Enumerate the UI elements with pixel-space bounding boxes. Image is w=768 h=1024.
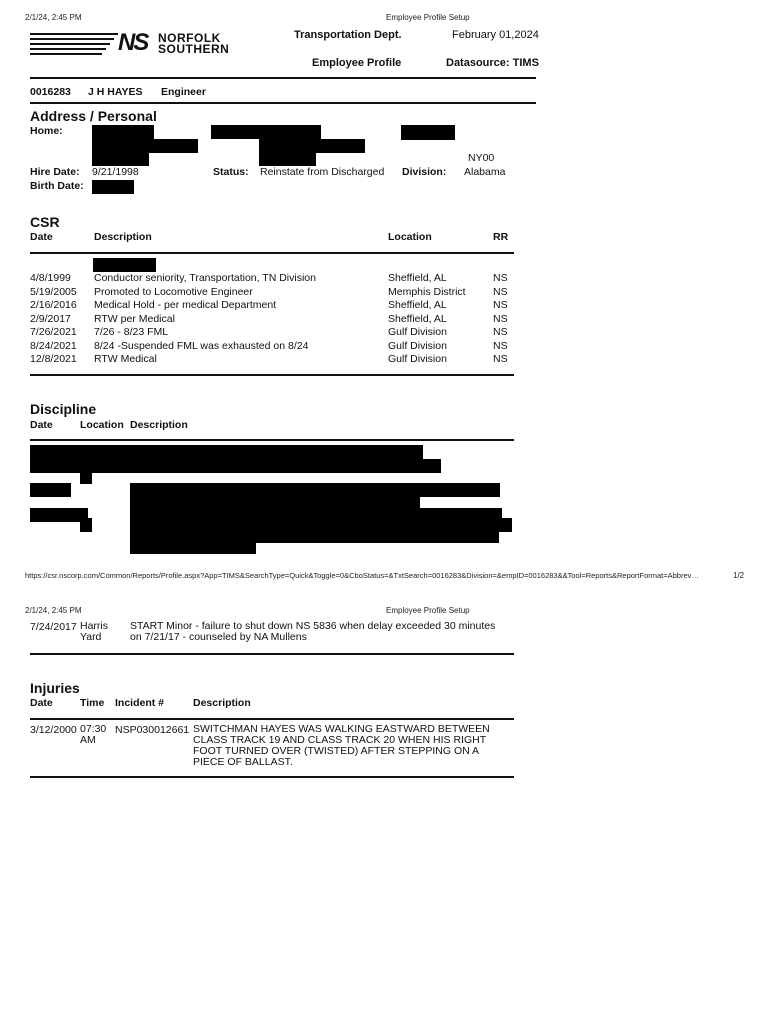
discipline-col-description: Description	[130, 419, 188, 431]
injuries-header-divider	[30, 718, 514, 720]
page2-title: Employee Profile Setup	[386, 606, 470, 615]
division-label: Division:	[402, 166, 447, 178]
injuries-col-date: Date	[30, 697, 53, 709]
redaction	[93, 258, 156, 272]
redaction	[130, 543, 256, 554]
csr-cell-location: Sheffield, AL	[388, 312, 447, 325]
csr-cell-location: Gulf Division	[388, 353, 447, 365]
status-value: Reinstate from Discharged	[260, 166, 385, 178]
redaction	[130, 518, 512, 532]
page2-timestamp: 2/1/24, 2:45 PM	[25, 606, 82, 615]
csr-col-location: Location	[388, 231, 432, 243]
csr-cell-location: Sheffield, AL	[388, 272, 447, 284]
redaction	[130, 532, 499, 543]
csr-cell-description: 8/24 -Suspended FML was exhausted on 8/24	[94, 339, 309, 352]
injuries-col-description: Description	[193, 697, 251, 709]
redaction	[130, 497, 420, 508]
address-heading: Address / Personal	[30, 108, 157, 124]
hire-date-value: 9/21/1998	[92, 166, 139, 178]
csr-cell-location: Sheffield, AL	[388, 299, 447, 311]
injuries-bottom-divider	[30, 776, 514, 778]
discipline-col-date: Date	[30, 419, 53, 431]
redaction	[30, 445, 423, 459]
brand-line2: SOUTHERN	[158, 42, 230, 56]
csr-cell-date: 8/24/2021	[30, 339, 77, 352]
footer-url: https://csr.nscorp.com/Common/Reports/Profile.aspx?App=TIMS&SearchType=Quick&Toggle=0&CboStatus=&TxtSearch=0016283&Division=&empID=0016283&&Tool=Reports&ReportFormat=Abbrev…	[25, 571, 699, 580]
discipline-heading: Discipline	[30, 401, 97, 417]
csr-col-description: Description	[94, 231, 152, 243]
csr-col-date: Date	[30, 231, 53, 243]
csr-cell-rr: NS	[493, 285, 508, 298]
profile-label: Employee Profile	[312, 57, 402, 69]
redaction	[211, 125, 321, 139]
redaction	[92, 139, 198, 153]
csr-cell-date: 7/26/2021	[30, 326, 77, 338]
injury-time: 07:30 AM	[80, 723, 107, 746]
print-title: Employee Profile Setup	[386, 13, 470, 22]
redaction	[92, 180, 134, 194]
brand-line1: NORFOLK	[158, 31, 221, 45]
injury-description: SWITCHMAN HAYES WAS WALKING EASTWARD BETWEEN CLASS TRACK 19 AND CLASS TRACK 20 WHEN HIS RIGHT FOOT TURNED OVER (TWISTED) AFTER STEPPING ON A PIECE OF BALLAST.	[193, 723, 490, 768]
employee-name: J H HAYES	[88, 86, 143, 98]
csr-cell-rr: NS	[493, 353, 508, 365]
csr-cell-description: 7/26 - 8/23 FML	[94, 326, 169, 338]
discipline-date: 7/24/2017	[30, 621, 77, 633]
injury-date: 3/12/2000	[30, 724, 77, 736]
discipline-location: Harris Yard	[80, 620, 108, 643]
csr-cell-rr: NS	[493, 326, 508, 338]
discipline-bottom-divider	[30, 653, 514, 655]
csr-cell-date: 4/8/1999	[30, 272, 71, 284]
state-code: NY00	[468, 152, 495, 164]
redaction	[130, 483, 500, 497]
redaction	[80, 518, 92, 532]
redaction	[92, 153, 149, 166]
csr-cell-description: Promoted to Locomotive Engineer	[94, 285, 253, 298]
csr-cell-location: Gulf Division	[388, 339, 447, 352]
csr-cell-rr: NS	[493, 272, 508, 284]
norfolk-southern-logo	[30, 31, 235, 55]
csr-cell-description: Conductor seniority, Transportation, TN Division	[94, 272, 316, 284]
csr-cell-location: Gulf Division	[388, 326, 447, 338]
csr-header-divider	[30, 252, 514, 254]
csr-cell-description: RTW per Medical	[94, 312, 175, 325]
status-label: Status:	[213, 166, 249, 178]
employee-role: Engineer	[161, 86, 206, 98]
report-date: February 01,2024	[452, 29, 539, 41]
redaction	[30, 459, 441, 473]
csr-cell-description: RTW Medical	[94, 353, 157, 365]
redaction	[401, 125, 455, 140]
datasource-label: Datasource: TIMS	[446, 57, 539, 69]
injuries-col-incident: Incident #	[115, 697, 165, 709]
birth-date-label: Birth Date:	[30, 180, 84, 192]
csr-cell-description: Medical Hold - per medical Department	[94, 299, 277, 311]
redaction	[92, 125, 154, 139]
csr-cell-date: 12/8/2021	[30, 353, 77, 365]
discipline-description: START Minor - failure to shut down NS 5836 when delay exceeded 30 minutes on 7/21/17 - counseled by NA Mullens	[130, 620, 496, 643]
redaction	[30, 483, 71, 497]
redaction	[130, 508, 502, 518]
csr-cell-date: 2/9/2017	[30, 312, 71, 325]
injuries-heading: Injuries	[30, 680, 80, 696]
header-divider	[30, 77, 536, 79]
csr-col-rr: RR	[493, 231, 509, 243]
hire-date-label: Hire Date:	[30, 166, 80, 178]
injury-incident-number: NSP030012661	[115, 724, 190, 736]
employee-id: 0016283	[30, 86, 71, 98]
discipline-header-divider	[30, 439, 514, 441]
redaction	[259, 139, 365, 153]
csr-cell-rr: NS	[493, 312, 508, 325]
csr-cell-location: Memphis District	[388, 285, 466, 298]
dept-label: Transportation Dept.	[294, 29, 402, 41]
ns-mark: NS	[118, 29, 148, 56]
csr-cell-rr: NS	[493, 299, 508, 311]
csr-bottom-divider	[30, 374, 514, 376]
print-timestamp: 2/1/24, 2:45 PM	[25, 13, 82, 22]
division-value: Alabama	[464, 166, 506, 178]
redaction	[80, 473, 92, 484]
redaction	[259, 153, 316, 166]
injuries-col-time: Time	[80, 697, 105, 709]
csr-cell-date: 5/19/2005	[30, 285, 77, 298]
discipline-col-location: Location	[80, 419, 124, 431]
csr-cell-rr: NS	[493, 339, 508, 352]
page-number: 1/2	[733, 571, 745, 580]
csr-cell-date: 2/16/2016	[30, 299, 77, 311]
employee-divider	[30, 102, 536, 104]
home-label: Home:	[30, 125, 63, 137]
csr-heading: CSR	[30, 214, 60, 230]
